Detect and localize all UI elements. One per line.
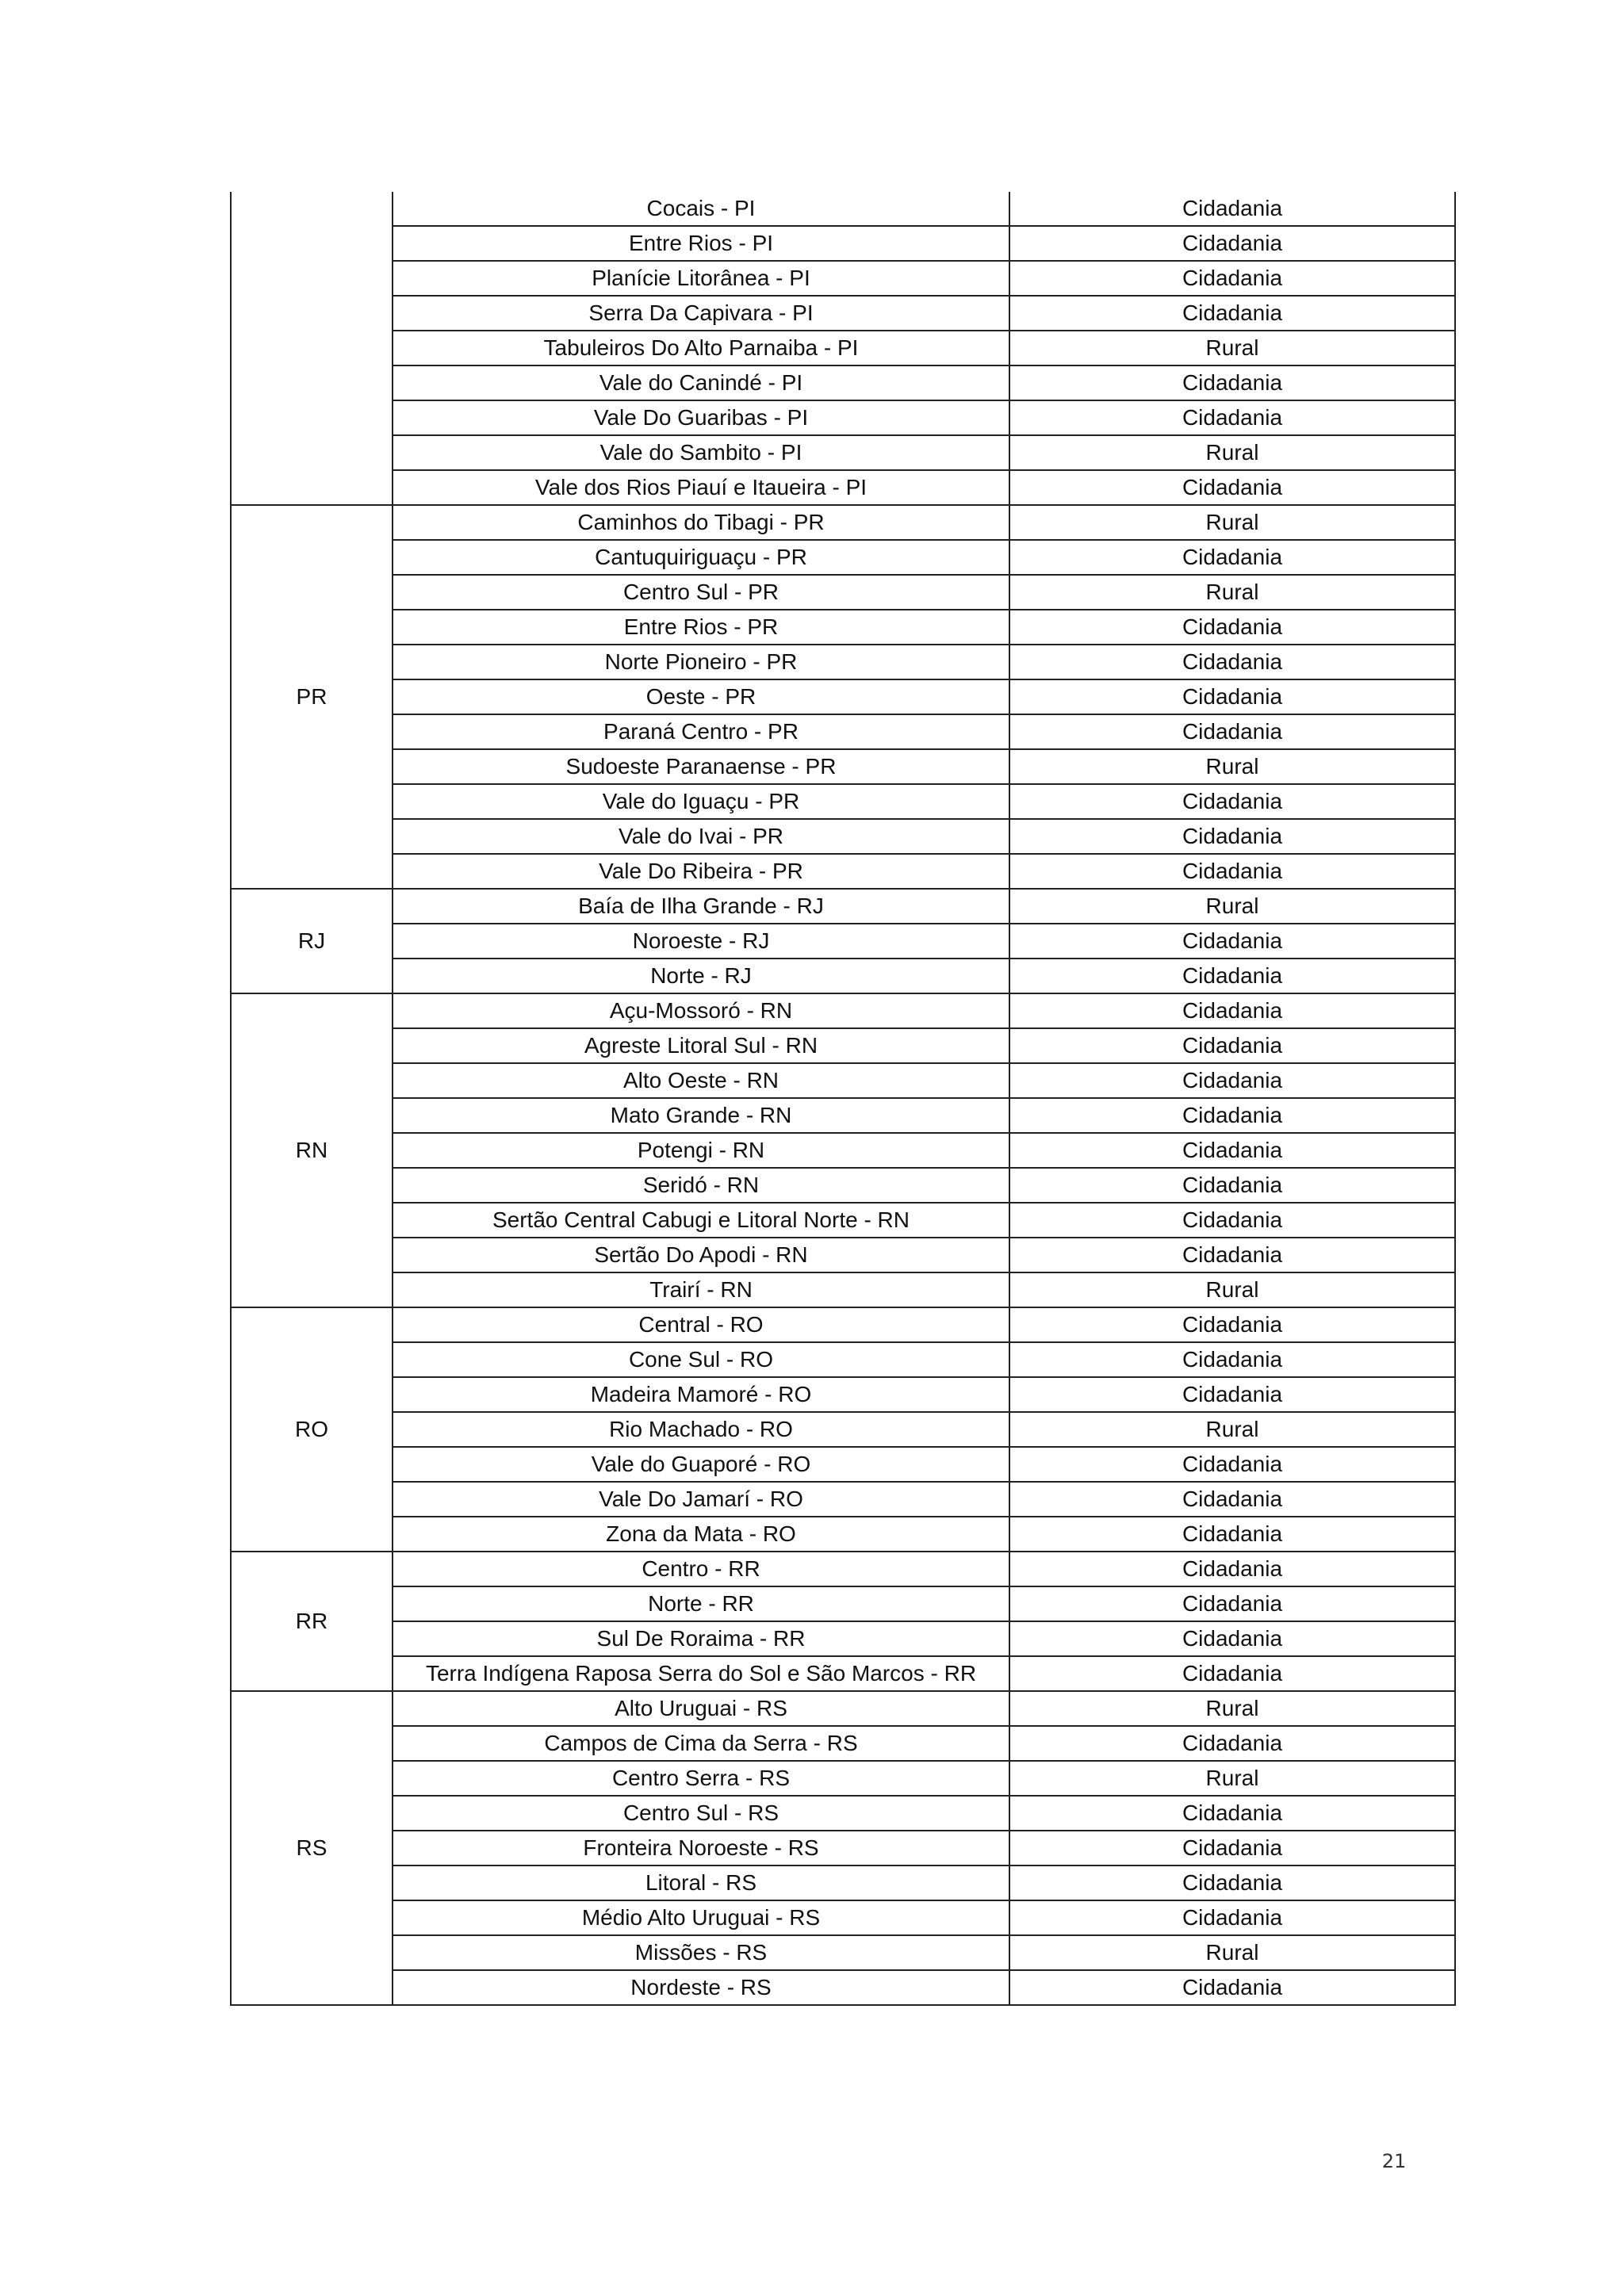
table-row <box>231 1552 1455 1586</box>
table-row <box>231 1307 1455 1342</box>
territory-cell: Sertão Central Cabugi e Litoral Norte - RN <box>393 1203 1009 1238</box>
table-row <box>231 400 1455 435</box>
territory-cell: Agreste Litoral Sul - RN <box>393 1028 1009 1063</box>
table-row <box>231 1761 1455 1796</box>
table-row <box>231 226 1455 261</box>
territory-cell: Norte - RJ <box>393 959 1009 993</box>
territory-cell: Alto Uruguai - RS <box>393 1691 1009 1726</box>
territory-cell: Vale dos Rios Piauí e Itaueira - PI <box>393 470 1009 505</box>
territory-cell: Norte Pioneiro - PR <box>393 645 1009 679</box>
program-cell: Rural <box>1009 505 1455 540</box>
territory-cell: Seridó - RN <box>393 1168 1009 1203</box>
program-cell: Cidadania <box>1009 1970 1455 2005</box>
table-row <box>231 1656 1455 1691</box>
territory-cell: Sul De Roraima - RR <box>393 1621 1009 1656</box>
territory-cell: Missões - RS <box>393 1935 1009 1970</box>
territory-cell: Vale do Guaporé - RO <box>393 1447 1009 1482</box>
territory-cell: Alto Oeste - RN <box>393 1063 1009 1098</box>
program-cell: Cidadania <box>1009 1307 1455 1342</box>
table-row <box>231 1866 1455 1900</box>
program-cell: Cidadania <box>1009 610 1455 645</box>
territory-cell: Centro - RR <box>393 1552 1009 1586</box>
program-cell: Cidadania <box>1009 1726 1455 1761</box>
table-row <box>231 1517 1455 1552</box>
program-cell: Cidadania <box>1009 1238 1455 1272</box>
program-cell: Cidadania <box>1009 1203 1455 1238</box>
table-row <box>231 1726 1455 1761</box>
table-row <box>231 854 1455 889</box>
territory-cell: Central - RO <box>393 1307 1009 1342</box>
state-cell: RR <box>231 1552 393 1691</box>
territory-cell: Fronteira Noroeste - RS <box>393 1831 1009 1866</box>
program-cell: Cidadania <box>1009 1482 1455 1517</box>
program-cell: Cidadania <box>1009 1517 1455 1552</box>
table-row <box>231 1342 1455 1377</box>
table-row <box>231 784 1455 819</box>
table-row <box>231 1028 1455 1063</box>
table-row <box>231 296 1455 331</box>
program-cell: Cidadania <box>1009 1656 1455 1691</box>
table-row <box>231 1133 1455 1168</box>
program-cell: Rural <box>1009 749 1455 784</box>
state-cell: RN <box>231 993 393 1307</box>
territory-cell: Sertão Do Apodi - RN <box>393 1238 1009 1272</box>
program-cell: Rural <box>1009 435 1455 470</box>
table-row <box>231 1831 1455 1866</box>
program-cell: Cidadania <box>1009 819 1455 854</box>
territory-cell: Caminhos do Tibagi - PR <box>393 505 1009 540</box>
program-cell: Cidadania <box>1009 714 1455 749</box>
program-cell: Cidadania <box>1009 296 1455 331</box>
table-row <box>231 365 1455 400</box>
territory-cell: Sudoeste Paranaense - PR <box>393 749 1009 784</box>
table-row <box>231 714 1455 749</box>
territory-cell: Cone Sul - RO <box>393 1342 1009 1377</box>
program-cell: Cidadania <box>1009 226 1455 261</box>
table-row <box>231 1098 1455 1133</box>
territory-cell: Noroeste - RJ <box>393 924 1009 959</box>
program-cell: Cidadania <box>1009 1900 1455 1935</box>
program-cell: Cidadania <box>1009 1831 1455 1866</box>
program-cell: Rural <box>1009 1272 1455 1307</box>
table-row <box>231 959 1455 993</box>
program-cell: Cidadania <box>1009 1028 1455 1063</box>
program-cell: Cidadania <box>1009 1447 1455 1482</box>
territory-cell: Centro Serra - RS <box>393 1761 1009 1796</box>
table-row <box>231 1272 1455 1307</box>
territories-table-body <box>231 192 1455 2005</box>
state-cell <box>231 192 393 505</box>
program-cell: Rural <box>1009 1935 1455 1970</box>
state-cell: RS <box>231 1691 393 2005</box>
state-cell: PR <box>231 505 393 889</box>
territory-cell: Trairí - RN <box>393 1272 1009 1307</box>
program-cell: Cidadania <box>1009 365 1455 400</box>
territory-cell: Oeste - PR <box>393 679 1009 714</box>
page-number: 21 <box>1381 2150 1407 2172</box>
territory-cell: Entre Rios - PR <box>393 610 1009 645</box>
territory-cell: Vale do Sambito - PI <box>393 435 1009 470</box>
territory-cell: Mato Grande - RN <box>393 1098 1009 1133</box>
state-cell: RO <box>231 1307 393 1552</box>
table-row <box>231 470 1455 505</box>
table-row <box>231 1203 1455 1238</box>
table-row <box>231 1586 1455 1621</box>
table-row <box>231 993 1455 1028</box>
territory-cell: Terra Indígena Raposa Serra do Sol e São Marcos - RR <box>393 1656 1009 1691</box>
territory-cell: Vale do Ivai - PR <box>393 819 1009 854</box>
program-cell: Cidadania <box>1009 645 1455 679</box>
table-row <box>231 1447 1455 1482</box>
program-cell: Cidadania <box>1009 924 1455 959</box>
program-cell: Cidadania <box>1009 1063 1455 1098</box>
program-cell: Cidadania <box>1009 784 1455 819</box>
territory-cell: Tabuleiros Do Alto Parnaiba - PI <box>393 331 1009 365</box>
territory-cell: Litoral - RS <box>393 1866 1009 1900</box>
territory-cell: Paraná Centro - PR <box>393 714 1009 749</box>
table-row <box>231 1063 1455 1098</box>
table-row <box>231 924 1455 959</box>
territory-cell: Vale Do Ribeira - PR <box>393 854 1009 889</box>
program-cell: Cidadania <box>1009 470 1455 505</box>
table-row <box>231 1796 1455 1831</box>
program-cell: Rural <box>1009 1412 1455 1447</box>
table-row <box>231 192 1455 226</box>
program-cell: Cidadania <box>1009 959 1455 993</box>
program-cell: Rural <box>1009 1761 1455 1796</box>
territory-cell: Açu-Mossoró - RN <box>393 993 1009 1028</box>
territory-cell: Campos de Cima da Serra - RS <box>393 1726 1009 1761</box>
table-row <box>231 1412 1455 1447</box>
table-row <box>231 1168 1455 1203</box>
table-row <box>231 261 1455 296</box>
territory-cell: Vale do Iguaçu - PR <box>393 784 1009 819</box>
table-row <box>231 540 1455 575</box>
territory-cell: Rio Machado - RO <box>393 1412 1009 1447</box>
program-cell: Cidadania <box>1009 1133 1455 1168</box>
program-cell: Cidadania <box>1009 854 1455 889</box>
program-cell: Cidadania <box>1009 1168 1455 1203</box>
territory-cell: Cocais - PI <box>393 192 1009 226</box>
table-row <box>231 1238 1455 1272</box>
territory-cell: Madeira Mamoré - RO <box>393 1377 1009 1412</box>
program-cell: Cidadania <box>1009 1796 1455 1831</box>
territory-cell: Médio Alto Uruguai - RS <box>393 1900 1009 1935</box>
program-cell: Cidadania <box>1009 1586 1455 1621</box>
program-cell: Cidadania <box>1009 400 1455 435</box>
program-cell: Cidadania <box>1009 1552 1455 1586</box>
territories-table <box>230 192 1456 2006</box>
table-row <box>231 610 1455 645</box>
table-row <box>231 1691 1455 1726</box>
program-cell: Cidadania <box>1009 540 1455 575</box>
territory-cell: Potengi - RN <box>393 1133 1009 1168</box>
territory-cell: Vale do Canindé - PI <box>393 365 1009 400</box>
table-row <box>231 435 1455 470</box>
territory-cell: Norte - RR <box>393 1586 1009 1621</box>
program-cell: Cidadania <box>1009 1098 1455 1133</box>
program-cell: Rural <box>1009 331 1455 365</box>
program-cell: Rural <box>1009 575 1455 610</box>
territory-cell: Planície Litorânea - PI <box>393 261 1009 296</box>
territory-cell: Zona da Mata - RO <box>393 1517 1009 1552</box>
territory-cell: Entre Rios - PI <box>393 226 1009 261</box>
territory-cell: Centro Sul - RS <box>393 1796 1009 1831</box>
territory-cell: Vale Do Guaribas - PI <box>393 400 1009 435</box>
table-row <box>231 819 1455 854</box>
table-row <box>231 749 1455 784</box>
table-row <box>231 1970 1455 2005</box>
territory-cell: Cantuquiriguaçu - PR <box>393 540 1009 575</box>
territory-cell: Centro Sul - PR <box>393 575 1009 610</box>
table-row <box>231 1935 1455 1970</box>
program-cell: Rural <box>1009 1691 1455 1726</box>
program-cell: Cidadania <box>1009 1377 1455 1412</box>
table-row <box>231 645 1455 679</box>
state-cell: RJ <box>231 889 393 993</box>
table-row <box>231 1482 1455 1517</box>
program-cell: Cidadania <box>1009 1342 1455 1377</box>
program-cell: Cidadania <box>1009 1621 1455 1656</box>
program-cell: Cidadania <box>1009 993 1455 1028</box>
table-row <box>231 1377 1455 1412</box>
territory-cell: Baía de Ilha Grande - RJ <box>393 889 1009 924</box>
table-row <box>231 889 1455 924</box>
program-cell: Cidadania <box>1009 679 1455 714</box>
table-row <box>231 1621 1455 1656</box>
table-row <box>231 505 1455 540</box>
program-cell: Cidadania <box>1009 192 1455 226</box>
program-cell: Cidadania <box>1009 261 1455 296</box>
program-cell: Rural <box>1009 889 1455 924</box>
table-row <box>231 575 1455 610</box>
program-cell: Cidadania <box>1009 1866 1455 1900</box>
table-row <box>231 331 1455 365</box>
territory-cell: Vale Do Jamarí - RO <box>393 1482 1009 1517</box>
table-row <box>231 679 1455 714</box>
territory-cell: Nordeste - RS <box>393 1970 1009 2005</box>
table-row <box>231 1900 1455 1935</box>
territory-cell: Serra Da Capivara - PI <box>393 296 1009 331</box>
